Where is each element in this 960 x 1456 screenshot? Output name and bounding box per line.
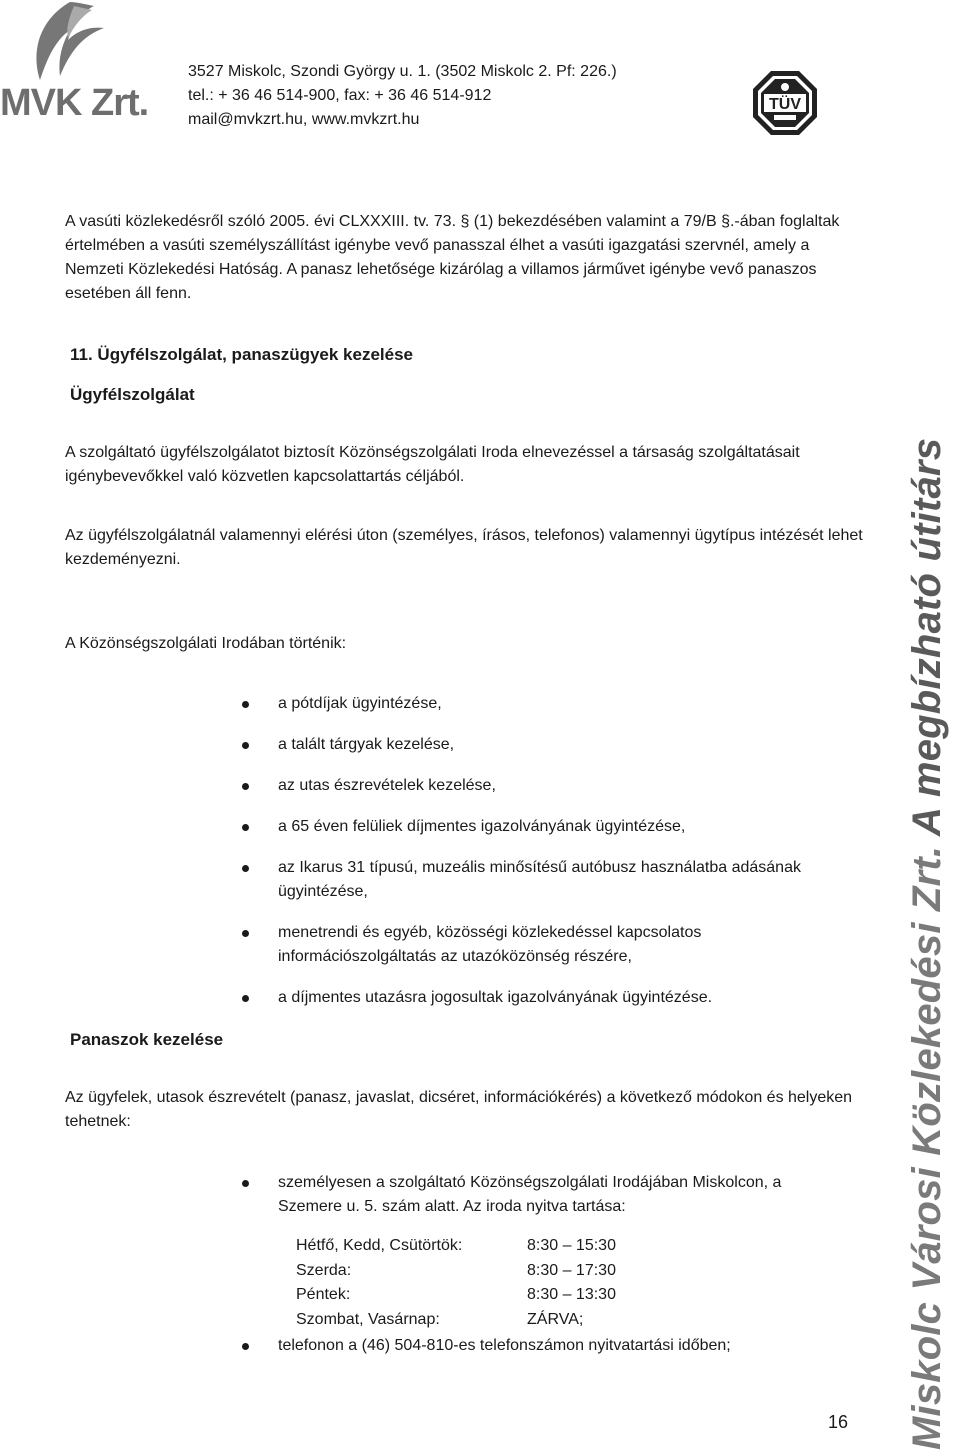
email-web-line: mail@mvkzrt.hu, www.mvkzrt.hu [188,111,420,128]
complaint-channels-list-continued [236,1334,836,1358]
logo-text: MVK Zrt. [0,82,149,124]
list-item: a pótdíjak ügyintézése, [236,692,876,716]
list-item: a talált tárgyak kezelése, [236,733,876,757]
page-number: 16 [828,1412,849,1432]
list-item: a díjmentes utazásra jogosultak igazolványának ügyintézése. [236,986,876,1010]
intro-paragraph: A vasúti közlekedésről szóló 2005. évi CLXXXIII. tv. 73. § (1) bekezdésében valamint a 79/B §.-ában foglaltak értelmében a vasúti személyszállítást igénybe vevő panasszal élhet a vasúti igazgatási szervnél, amely a Nemzeti Közlekedési Hatóság. A panasz lehetősége kizárólag a villamos járművet igénybe vevő panaszos esetében áll fenn. [65,213,840,302]
tuv-badge-text: TÜV [769,96,801,113]
customer-service-paragraph-1: A szolgáltató ügyfélszolgálatot biztosít Közönségszolgálati Iroda elnevezéssel a társaság szolgáltatásait igénybevevőkkel való közvetlen kapcsolattartás céljából. [65,444,800,485]
tuv-certification-icon [752,70,818,136]
customer-service-paragraph-2: Az ügyfélszolgálatnál valamennyi elérési úton (személyes, írásos, telefonos) valamennyi ügytípus intézését lehet kezdeményezni. [65,527,863,568]
list-item: a 65 éven felüliek díjmentes igazolványának ügyintézése, [236,815,876,839]
side-banner [905,438,950,1450]
bullet-icon [242,995,249,1002]
bullet-icon [242,930,249,937]
list-item: az Ikarus 31 típusú, muzeális minősítésű autóbusz használatba adásának ügyintézése, [236,856,868,904]
subsection-complaints: Panaszok kezelése [70,1030,224,1049]
bullet-icon [242,742,249,749]
table-row: Szombat, Vasárnap: ZÁRVA; [296,1310,584,1328]
company-logo [0,0,150,130]
office-tasks-list [236,692,876,1010]
section-title: 11. Ügyfélszolgálat, panaszügyek kezelése [70,345,413,364]
logo-swoosh-icon [22,0,122,84]
office-list-intro: A Közönségszolgálati Irodában történik: [65,635,347,652]
bullet-icon [242,1180,249,1187]
table-row: Péntek: 8:30 – 13:30 [296,1286,616,1303]
list-item: az utas észrevételek kezelése, [236,774,876,798]
contact-block [188,60,617,132]
list-item: telefonon a (46) 504-810-es telefonszámon nyitvatartási időben; [236,1334,836,1358]
bullet-icon [242,701,249,708]
side-banner-slogan: A megbízható útitárs [905,437,949,836]
side-banner-company: Miskolc Városi Közlekedési Zrt. [905,845,949,1450]
list-item: személyesen a szolgáltató Közönségszolgálati Irodájában Miskolcon, a Szemere u. 5. szám alatt. Az iroda nyitva tartása: [236,1171,836,1219]
opening-hours-table [296,1234,616,1332]
address-line: 3527 Miskolc, Szondi György u. 1. (3502 Miskolc 2. Pf: 226.) [188,63,617,80]
complaints-paragraph: Az ügyfelek, utasok észrevételt (panasz, javaslat, dicséret, információkérés) a következő módokon és helyeken tehetnek: [65,1089,853,1130]
phone-line: tel.: + 36 46 514-900, fax: + 36 46 514-912 [188,87,492,104]
subsection-customer-service: Ügyfélszolgálat [70,385,195,404]
complaint-channels-list [236,1171,836,1219]
table-row: Szerda: 8:30 – 17:30 [296,1261,616,1279]
bullet-icon [242,865,249,872]
bullet-icon [242,783,249,790]
bullet-icon [242,824,249,831]
list-item: menetrendi és egyéb, közösségi közlekedéssel kapcsolatos információszolgáltatás az utazóközönség részére, [236,921,778,969]
table-row: Hétfő, Kedd, Csütörtök: 8:30 – 15:30 [296,1237,616,1254]
bullet-icon [242,1343,249,1350]
